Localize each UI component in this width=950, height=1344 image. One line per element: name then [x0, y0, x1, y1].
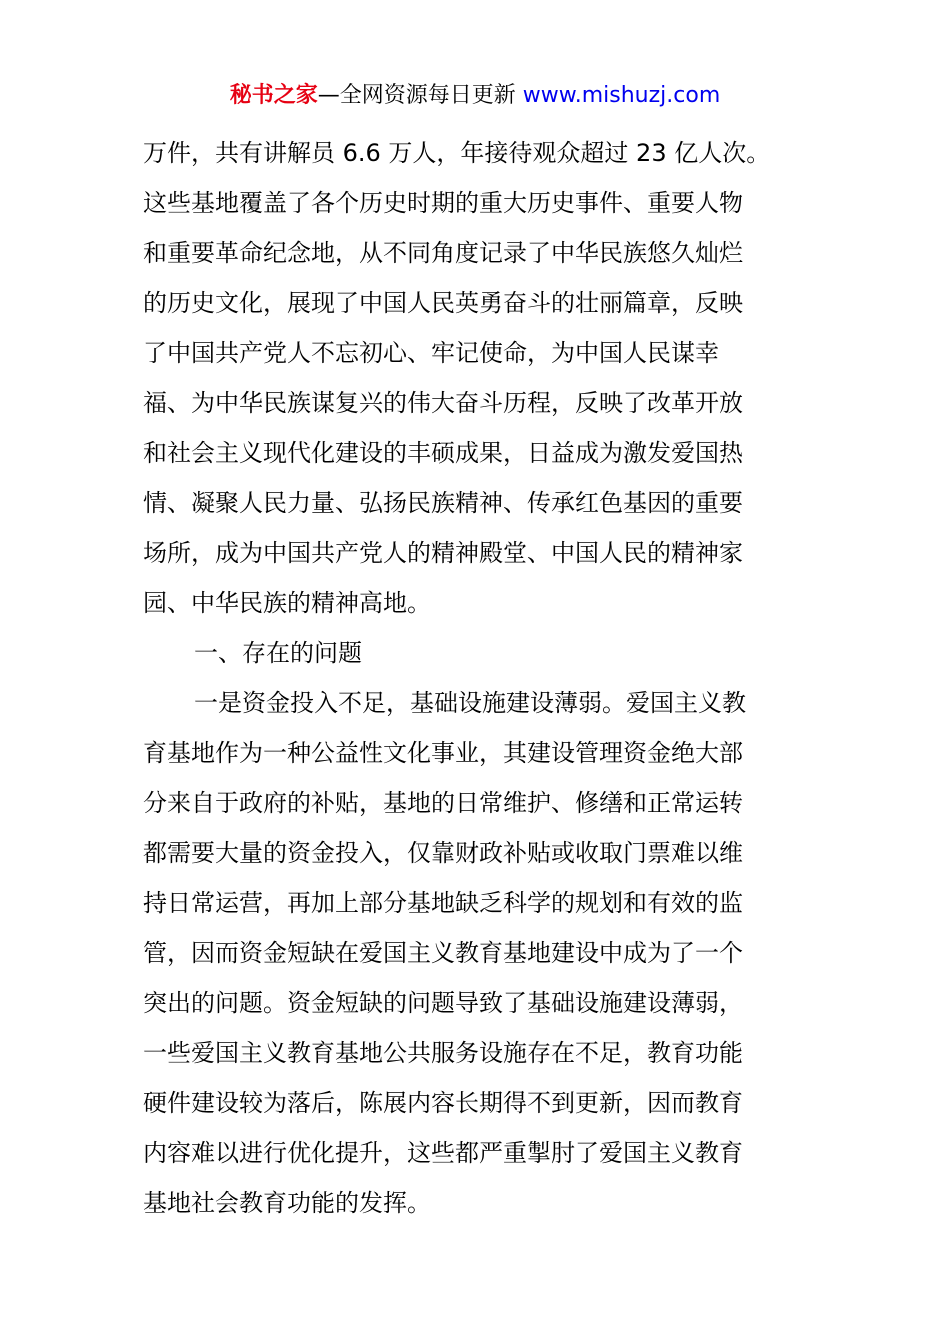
site-tagline: —全网资源每日更新 — [317, 83, 523, 108]
text-line: 和重要革命纪念地，从不同角度记录了中华民族悠久灿烂 — [143, 239, 743, 267]
text-line: 管，因而资金短缺在爱国主义教育基地建设中成为了一个 — [143, 939, 743, 967]
text-line: 内容难以进行优化提升，这些都严重掣肘了爱国主义教育 — [143, 1139, 743, 1167]
text-line: 情、凝聚人民力量、弘扬民族精神、传承红色基因的重要 — [143, 489, 743, 517]
text-line: 福、为中华民族谋复兴的伟大奋斗历程，反映了改革开放 — [143, 389, 743, 417]
text-line: 场所，成为中国共产党人的精神殿堂、中国人民的精神家 — [143, 539, 743, 567]
text-line: 持日常运营，再加上部分基地缺乏科学的规划和有效的监 — [143, 889, 743, 917]
text-line: 了中国共产党人不忘初心、牢记使命，为中国人民谋幸 — [143, 339, 719, 367]
text-line: 育基地作为一种公益性文化事业，其建设管理资金绝大部 — [143, 739, 743, 767]
text-line: 这些基地覆盖了各个历史时期的重大历史事件、重要人物 — [143, 189, 743, 217]
document-body — [143, 128, 808, 1228]
text-line: 基地社会教育功能的发挥。 — [143, 1189, 431, 1217]
text-line: 都需要大量的资金投入，仅靠财政补贴或收取门票难以维 — [143, 839, 743, 867]
page-header — [0, 80, 950, 112]
text-line: 分来自于政府的补贴，基地的日常维护、修缮和正常运转 — [143, 789, 743, 817]
section-heading: 一、存在的问题 — [194, 639, 362, 667]
text-line: 和社会主义现代化建设的丰硕成果，日益成为激发爱国热 — [143, 439, 743, 467]
text-line: 一是资金投入不足，基础设施建设薄弱。爱国主义教 — [194, 689, 746, 717]
text-line: 的历史文化，展现了中国人民英勇奋斗的壮丽篇章，反映 — [143, 289, 743, 317]
text-line: 硬件建设较为落后，陈展内容长期得不到更新，因而教育 — [143, 1089, 743, 1117]
site-url-link[interactable]: www.mishuzj.com — [522, 83, 721, 108]
text-line: 园、中华民族的精神高地。 — [143, 589, 431, 617]
site-brand: 秘书之家 — [229, 83, 318, 108]
text-line: 突出的问题。资金短缺的问题导致了基础设施建设薄弱， — [143, 989, 743, 1017]
text-line: 万件，共有讲解员 6.6 万人，年接待观众超过 23 亿人次。 — [143, 139, 771, 167]
text-line: 一些爱国主义教育基地公共服务设施存在不足，教育功能 — [143, 1039, 743, 1067]
